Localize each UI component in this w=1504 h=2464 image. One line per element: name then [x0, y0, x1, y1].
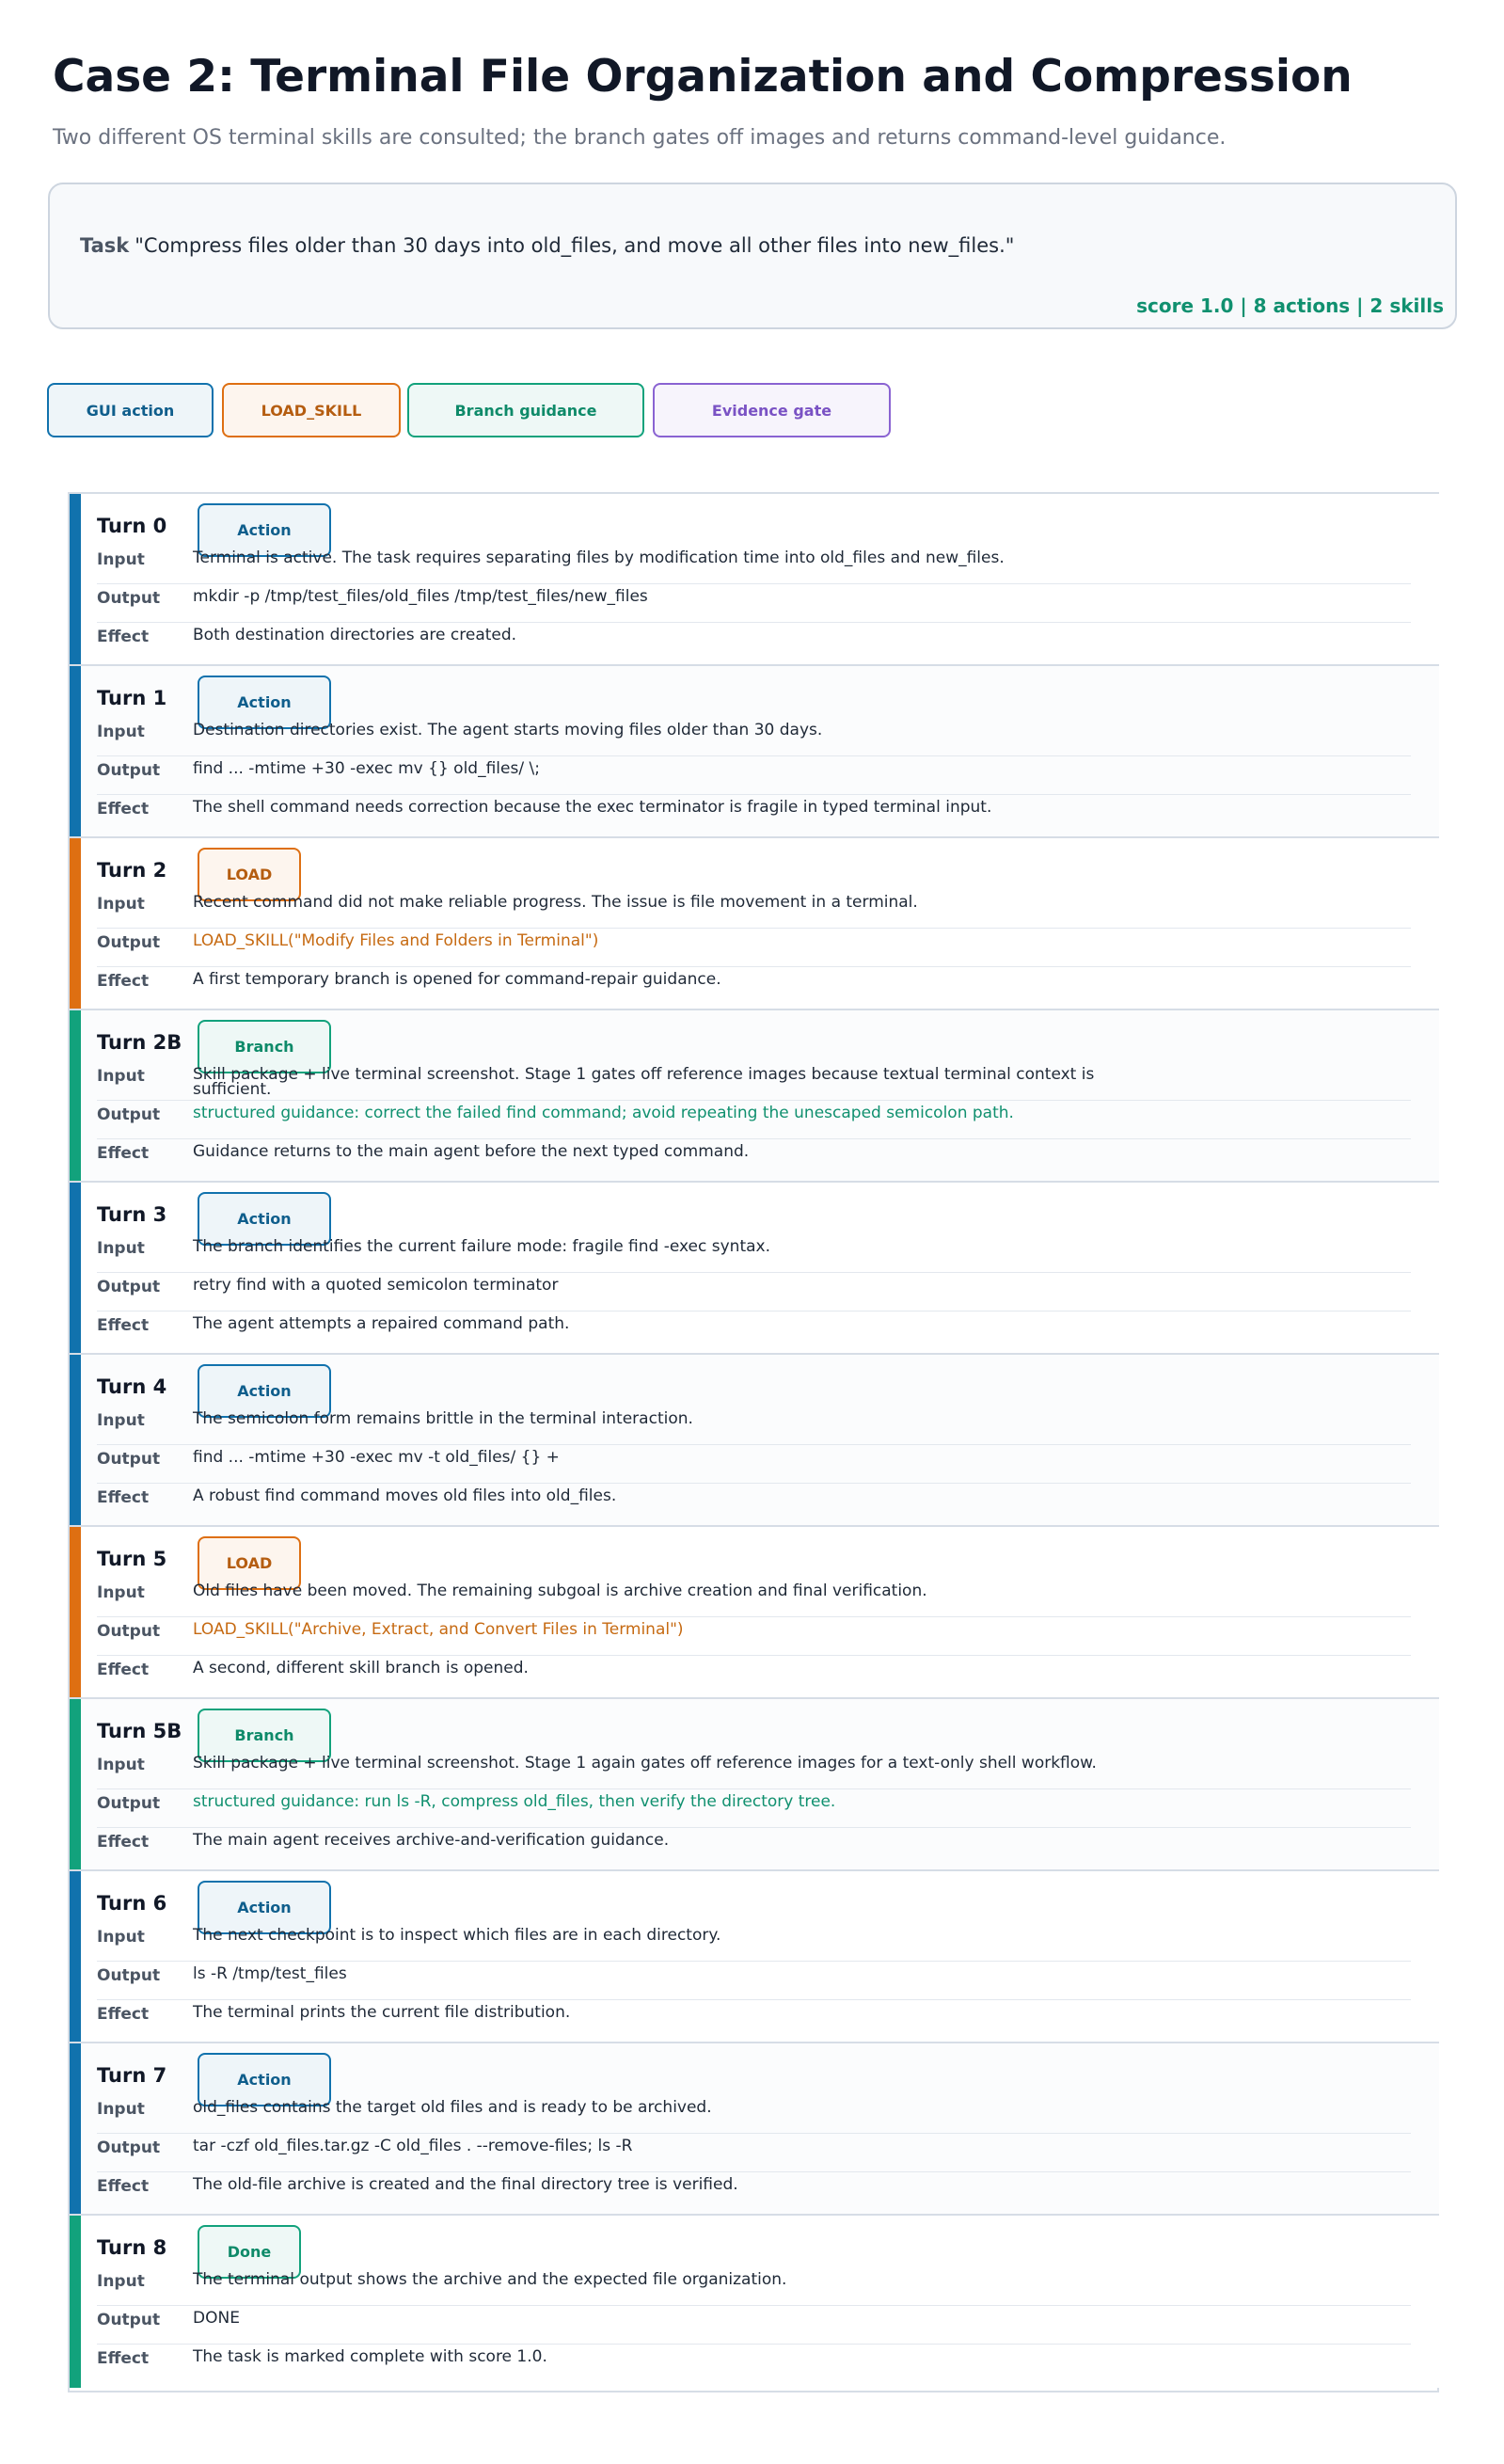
turn-block — [70, 1527, 1439, 1699]
turn-badge: Action — [198, 1192, 331, 1246]
turn-row-effect — [97, 1655, 1411, 1693]
row-label-output: Output — [97, 1794, 161, 1813]
row-label-input: Input — [97, 1756, 145, 1774]
row-label-input: Input — [97, 1239, 145, 1258]
turn-row-output — [97, 1788, 1411, 1828]
row-label-input: Input — [97, 1583, 145, 1602]
turn-badge: LOAD — [198, 1536, 301, 1590]
row-label-input: Input — [97, 895, 145, 914]
turn-block — [70, 1355, 1439, 1527]
row-value-output: LOAD_SKILL("Archive, Extract, and Convert Files in Terminal") — [193, 1620, 684, 1639]
turn-row-effect — [97, 2171, 1411, 2210]
row-label-input: Input — [97, 2100, 145, 2119]
turn-accent-bar — [70, 2043, 81, 2214]
turn-label: Turn 2B — [97, 1031, 182, 1054]
row-label-effect: Effect — [97, 800, 150, 819]
turn-row-effect — [97, 794, 1411, 833]
turn-row-input — [97, 1233, 1411, 1273]
row-label-effect: Effect — [97, 1661, 150, 1679]
row-label-output: Output — [97, 589, 161, 608]
row-value-output: find ... -mtime +30 -exec mv {} old_files/ \; — [193, 759, 540, 778]
turn-accent-bar — [70, 666, 81, 836]
turn-label: Turn 1 — [97, 687, 167, 709]
row-value-effect: The terminal prints the current file distribution. — [193, 2003, 571, 2022]
row-label-effect: Effect — [97, 1833, 150, 1852]
turn-row-input — [97, 1578, 1411, 1617]
row-value-input: Skill package + live terminal screenshot. Stage 1 gates off reference images because textual terminal context is sufficient. — [193, 1065, 1095, 1099]
turn-row-effect — [97, 1311, 1411, 1349]
row-label-effect: Effect — [97, 2349, 150, 2368]
turn-row-input — [97, 889, 1411, 929]
page-subtitle: Two different OS terminal skills are consulted; the branch gates off images and returns command-level guidance. — [53, 126, 1227, 150]
turn-badge: Action — [198, 1881, 331, 1934]
turn-row-output — [97, 1616, 1411, 1656]
turn-block — [70, 1699, 1439, 1871]
turn-row-output — [97, 2305, 1411, 2345]
turn-label: Turn 0 — [97, 515, 167, 537]
row-value-effect: The main agent receives archive-and-verification guidance. — [193, 1831, 670, 1850]
turn-accent-bar — [70, 1183, 81, 1353]
row-label-input: Input — [97, 1928, 145, 1947]
turn-row-output — [97, 583, 1411, 623]
row-label-effect: Effect — [97, 628, 150, 646]
row-value-effect: Guidance returns to the main agent before the next typed command. — [193, 1142, 750, 1161]
turn-badge: LOAD — [198, 848, 301, 901]
turn-row-effect — [97, 1138, 1411, 1177]
turn-row-input — [97, 2266, 1411, 2306]
turn-badge: Action — [198, 1364, 331, 1418]
turn-block — [70, 1010, 1439, 1183]
turn-label: Turn 6 — [97, 1892, 167, 1915]
task-stats: score 1.0 | 8 actions | 2 skills — [1136, 294, 1444, 317]
row-label-input: Input — [97, 550, 145, 569]
row-value-effect: Both destination directories are created. — [193, 626, 517, 644]
row-label-effect: Effect — [97, 2177, 150, 2196]
row-value-input: The terminal output shows the archive and the expected file organization. — [193, 2270, 787, 2289]
row-label-output: Output — [97, 1278, 161, 1296]
turn-label: Turn 2 — [97, 859, 167, 882]
turn-block — [70, 666, 1439, 838]
row-label-output: Output — [97, 1966, 161, 1985]
turn-row-input — [97, 1750, 1411, 1789]
turn-row-output — [97, 928, 1411, 967]
turn-block — [70, 1871, 1439, 2043]
row-value-effect: A second, different skill branch is opened. — [193, 1659, 529, 1677]
turn-row-input — [97, 2094, 1411, 2134]
turn-row-effect — [97, 1483, 1411, 1521]
row-label-input: Input — [97, 2272, 145, 2291]
turn-row-output — [97, 1100, 1411, 1139]
turn-row-effect — [97, 1827, 1411, 1866]
row-label-effect: Effect — [97, 1488, 150, 1507]
row-value-input: old_files contains the target old files and is ready to be archived. — [193, 2098, 712, 2117]
legend-item-load: LOAD_SKILL — [222, 383, 401, 437]
turn-accent-bar — [70, 1871, 81, 2042]
turn-row-output — [97, 2133, 1411, 2172]
turn-accent-bar — [70, 1355, 81, 1525]
row-label-input: Input — [97, 723, 145, 741]
turn-badge: Branch — [198, 1020, 331, 1073]
turn-row-effect — [97, 1999, 1411, 2038]
legend-item-branch: Branch guidance — [407, 383, 644, 437]
turn-row-effect — [97, 2344, 1411, 2382]
task-label: Task — [80, 234, 130, 257]
turn-accent-bar — [70, 1527, 81, 1697]
turn-badge: Action — [198, 2053, 331, 2106]
row-value-input: The next checkpoint is to inspect which files are in each directory. — [193, 1926, 721, 1945]
row-value-output: retry find with a quoted semicolon terminator — [193, 1276, 559, 1295]
page-title: Case 2: Terminal File Organization and Compression — [53, 51, 1353, 103]
row-value-input: The semicolon form remains brittle in the terminal interaction. — [193, 1409, 693, 1428]
turn-row-output — [97, 755, 1411, 795]
turn-label: Turn 5 — [97, 1548, 167, 1570]
turn-row-input — [97, 1061, 1411, 1101]
task-line — [80, 234, 1014, 257]
row-label-output: Output — [97, 1450, 161, 1469]
row-value-input: Terminal is active. The task requires separating files by modification time into old_files and new_files. — [193, 548, 1005, 567]
row-label-input: Input — [97, 1411, 145, 1430]
turn-label: Turn 4 — [97, 1375, 167, 1398]
turn-accent-bar — [70, 838, 81, 1009]
turn-block — [70, 494, 1439, 666]
turn-row-effect — [97, 622, 1411, 660]
turn-accent-bar — [70, 1699, 81, 1869]
turn-row-input — [97, 1406, 1411, 1445]
legend-item-gate: Evidence gate — [653, 383, 891, 437]
row-value-effect: The task is marked complete with score 1.0. — [193, 2347, 547, 2366]
turn-timeline — [68, 492, 1439, 2392]
row-value-effect: A robust find command moves old files into old_files. — [193, 1486, 617, 1505]
row-value-effect: A first temporary branch is opened for command-repair guidance. — [193, 970, 721, 989]
row-value-output: ls -R /tmp/test_files — [193, 1964, 347, 1983]
row-label-output: Output — [97, 2138, 161, 2157]
turn-label: Turn 8 — [97, 2236, 167, 2259]
task-card — [48, 183, 1457, 329]
row-label-output: Output — [97, 1622, 161, 1641]
turn-badge: Branch — [198, 1709, 331, 1762]
turn-row-input — [97, 717, 1411, 756]
turn-row-output — [97, 1444, 1411, 1484]
row-value-output: structured guidance: run ls -R, compress old_files, then verify the directory tree. — [193, 1792, 836, 1811]
row-value-output: structured guidance: correct the failed find command; avoid repeating the unescaped semicolon path. — [193, 1104, 1014, 1122]
turn-row-output — [97, 1961, 1411, 2000]
turn-block — [70, 838, 1439, 1010]
task-text: "Compress files older than 30 days into old_files, and move all other files into new_files." — [135, 234, 1015, 257]
row-label-output: Output — [97, 1105, 161, 1124]
row-value-effect: The shell command needs correction because the exec terminator is fragile in typed terminal input. — [193, 798, 992, 817]
row-value-input: Skill package + live terminal screenshot. Stage 1 again gates off reference images for a text-only shell workflow. — [193, 1754, 1097, 1772]
turn-block — [70, 2216, 1439, 2388]
row-label-output: Output — [97, 761, 161, 780]
row-value-output: DONE — [193, 2309, 240, 2328]
turn-row-input — [97, 1922, 1411, 1962]
turn-label: Turn 7 — [97, 2064, 167, 2087]
turn-row-input — [97, 545, 1411, 584]
row-value-output: tar -czf old_files.tar.gz -C old_files . --remove-files; ls -R — [193, 2137, 633, 2155]
turn-accent-bar — [70, 494, 81, 664]
row-label-input: Input — [97, 1067, 145, 1086]
row-value-input: The branch identifies the current failure mode: fragile find -exec syntax. — [193, 1237, 771, 1256]
turn-row-output — [97, 1272, 1411, 1311]
row-label-effect: Effect — [97, 1316, 150, 1335]
row-label-output: Output — [97, 933, 161, 952]
turn-badge: Action — [198, 676, 331, 729]
row-label-output: Output — [97, 2311, 161, 2329]
row-label-effect: Effect — [97, 972, 150, 991]
turn-label: Turn 3 — [97, 1203, 167, 1226]
row-label-effect: Effect — [97, 1144, 150, 1163]
row-value-output: find ... -mtime +30 -exec mv -t old_files/ {} + — [193, 1448, 560, 1467]
legend-item-action: GUI action — [47, 383, 214, 437]
turn-accent-bar — [70, 2216, 81, 2388]
row-value-output: mkdir -p /tmp/test_files/old_files /tmp/test_files/new_files — [193, 587, 648, 606]
row-value-input: Old files have been moved. The remaining subgoal is archive creation and final verification. — [193, 1582, 927, 1600]
turn-badge: Done — [198, 2225, 301, 2279]
row-value-effect: The old-file archive is created and the final directory tree is verified. — [193, 2175, 738, 2194]
turn-row-effect — [97, 966, 1411, 1005]
turn-accent-bar — [70, 1010, 81, 1181]
row-label-effect: Effect — [97, 2005, 150, 2024]
turn-block — [70, 2043, 1439, 2216]
turn-label: Turn 5B — [97, 1720, 182, 1742]
row-value-effect: The agent attempts a repaired command path. — [193, 1314, 570, 1333]
row-value-input: Recent command did not make reliable progress. The issue is file movement in a terminal. — [193, 893, 918, 912]
row-value-input: Destination directories exist. The agent starts moving files older than 30 days. — [193, 721, 823, 739]
turn-badge: Action — [198, 503, 331, 557]
row-value-output: LOAD_SKILL("Modify Files and Folders in Terminal") — [193, 931, 599, 950]
turn-block — [70, 1183, 1439, 1355]
